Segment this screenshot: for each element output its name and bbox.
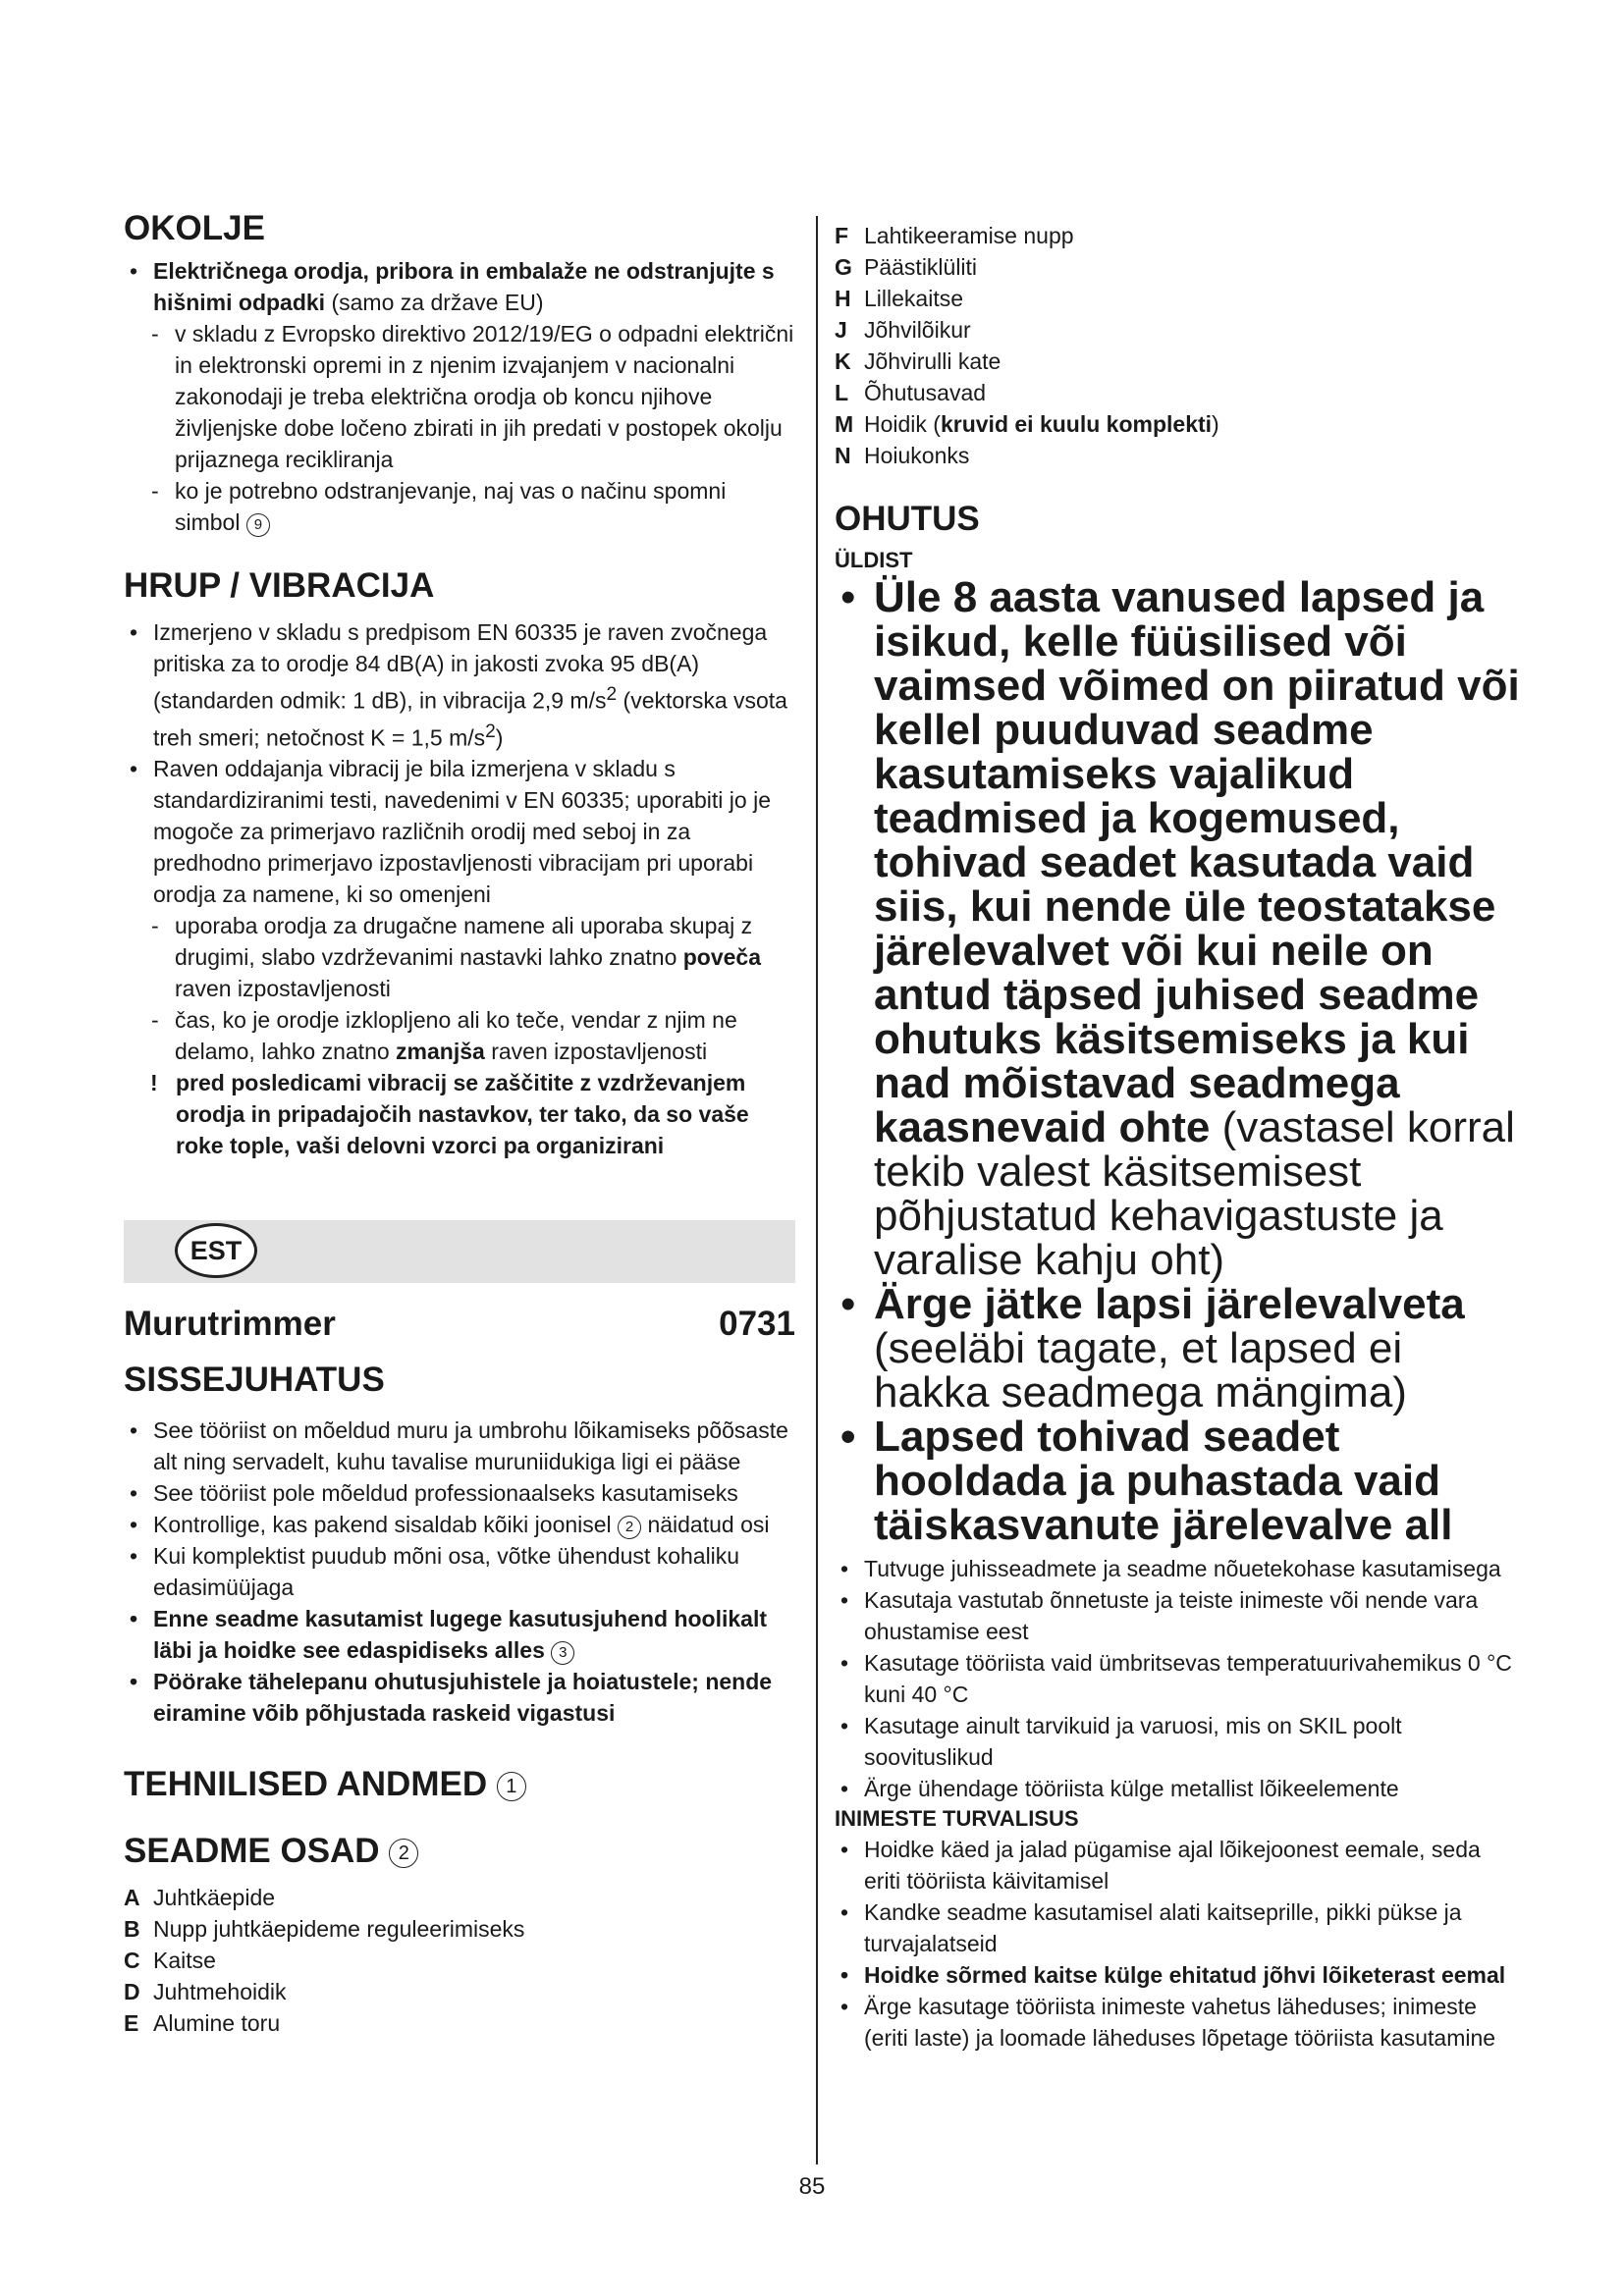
intro-bullet: • Pöörake tähelepanu ohutusjuhistele ja hoiatustele; nende eiramine võib põhjustada raskeid vigastusi: [124, 1666, 795, 1729]
est-language-badge: EST: [175, 1223, 257, 1278]
part-item: M Hoidik (kruvid ei kuulu komplekti): [835, 411, 1219, 437]
figure-3-circle: 3: [551, 1641, 574, 1665]
part-item: E Alumine toru: [124, 2010, 281, 2037]
hrup-bullet: • Izmerjeno v skladu s predpisom EN 60335 je raven zvočnega pritiska za to orodje 84 dB(A) in jakosti zvoka 95 dB(A) (standarden odmik: 1 dB), in vibracija 2,9 $m/s^2$ (vektorska vsota treh smeri; netočnost K = 1,5 $m/s^2$): [124, 616, 795, 753]
general-safety-item: • Kasutage ainult tarvikuid ja varuosi, mis on SKIL poolt soovituslikud: [835, 1710, 1522, 1773]
figure-1-circle: 1: [497, 1772, 526, 1801]
parts-list-right: [835, 220, 1522, 471]
hrup-bullet: • Raven oddajanja vibracij je bila izmerjena v skladu s standardiziranimi testi, navedenimi v EN 60335; uporabiti jo je mogoče za primerjavo različnih orodij med seboj in za predhodno primerjavo izpostavljenosti vibracijam pri uporabi orodja za namene, ki so omenjeni - uporaba orodja za drugačne namene ali uporaba skupaj z drugimi, slabo vzdrževanimi nastavki lahko znatno poveča raven izpostavljenosti - čas, ko je orodje izklopljeno ali ko teče, vendar z njim ne delamo, lahko znatno zmanjša raven izpostavljenosti ! pred posledicami vibracij se zaščitite z vzdrževanjem orodja in pripadajočih nastavkov, ter tako, da so vaše roke tople, vaši delovni vzorci pa organizirani: [124, 753, 795, 1161]
intro-bullet: • Enne seadme kasutamist lugege kasutusjuhend hoolikalt läbi ja hoidke see edaspidiseks alles 3: [124, 1603, 795, 1666]
general-safety-item: • Tutvuge juhisseadmete ja seadme nõuetekohase kasutamisega: [835, 1553, 1522, 1584]
vibration-warning: ! pred posledicami vibracij se zaščitite z vzdrževanjem orodja in pripadajočih nastavkov, ter tako, da so vaše roke tople, vaši delovni vzorci pa organizirani: [150, 1070, 749, 1159]
part-item: G Päästiklüliti: [835, 254, 978, 280]
column-divider: [816, 216, 818, 2164]
okolje-bullet: • Električnega orodja, pribora in embalaže ne odstranjujte s hišnimi odpadki (samo za države EU) - v skladu z Evropsko direktivo 2012/19/EG o odpadni električni in elektronski opremi in z njenim izvajanjem v nacionalni zakonodaji je treba električna orodja ob koncu njihove življenjske dobe ločeno zbirati in jih predati v postopek okolju prijaznega recikliranja - ko je potrebno odstranjevanje, naj vas o načinu spomni simbol 9: [124, 255, 795, 538]
kids-warning-item: • Lapsed tohivad seadet hooldada ja puhastada vaid täiskasvanute järelevalve all: [835, 1415, 1522, 1547]
kids-warning-list: [835, 575, 1522, 1547]
tehnilised-heading: TEHNILISED ANDMED 1: [124, 1764, 795, 1805]
part-item: K Jõhvirulli kate: [835, 348, 1001, 374]
part-item: A Juhtkäepide: [124, 1885, 276, 1911]
parts-list-left: [124, 1882, 795, 2039]
right-column: [835, 220, 1522, 2054]
general-safety-item: • Ärge ühendage tööriista külge metallist lõikeelemente: [835, 1773, 1522, 1804]
general-safety-item: • Kasutage tööriista vaid ümbritsevas temperatuurivahemikus 0 °C kuni 40 °C: [835, 1647, 1522, 1710]
general-safety-list: [835, 1553, 1522, 1804]
inimeste-subheading: INIMESTE TURVALISUS: [835, 1806, 1079, 1831]
yldist-subheading: ÜLDIST: [835, 548, 913, 572]
okolje-list: [124, 255, 795, 538]
intro-bullet: • Kontrollige, kas pakend sisaldab kõiki joonisel 2 näidatud osi: [124, 1509, 795, 1540]
part-item: B Nupp juhtkäepideme reguleerimiseks: [124, 1916, 525, 1943]
figure-2-circle: 2: [618, 1516, 641, 1539]
part-item: C Kaitse: [124, 1948, 216, 1974]
product-name: Murutrimmer: [124, 1305, 336, 1344]
hrup-dash-item: - čas, ko je orodje izklopljeno ali ko teče, vendar z njim ne delamo, lahko znatno zmanjša raven izpostavljenosti: [145, 1004, 795, 1067]
people-safety-item: • Hoidke käed ja jalad pügamise ajal lõikejoonest eemale, seda eriti tööriista käivitamisel: [835, 1834, 1522, 1896]
part-item: L Õhutusavad: [835, 380, 987, 405]
hrup-heading: HRUP / VIBRACIJA: [124, 566, 435, 605]
okolje-dash-item: - v skladu z Evropsko direktivo 2012/19/EG o odpadni električni in elektronski opremi in z njenim izvajanjem v nacionalni zakonodaji je treba električna orodja ob koncu njihove življenjske dobe ločeno zbirati in jih predati v postopek okolju prijaznega recikliranja: [145, 318, 795, 475]
sissejuhatus-list: [124, 1415, 795, 1729]
general-safety-item: • Kasutaja vastutab õnnetuste ja teiste inimeste või nende vara ohustamise eest: [835, 1584, 1522, 1647]
kids-warning-item: • Ärge jätke lapsi järelevalveta (seeläbi tagate, et lapsed ei hakka seadmega mängima): [835, 1282, 1522, 1415]
part-item: N Hoiukonks: [835, 443, 970, 468]
intro-bullet: • See tööriist on mõeldud muru ja umbrohu lõikamiseks põõsaste alt ning servadelt, kuhu tavalise muruniidukiga ligi ei pääse: [124, 1415, 795, 1477]
people-safety-item: • Kandke seadme kasutamisel alati kaitseprille, pikki pükse ja turvajalatseid: [835, 1896, 1522, 1959]
okolje-heading: OKOLJE: [124, 209, 265, 247]
part-item: D Juhtmehoidik: [124, 1979, 287, 2005]
people-safety-item: • Ärge kasutage tööriista inimeste vahetus läheduses; inimeste (eriti laste) ja loomade läheduses lõpetage tööriista kasutamine: [835, 1991, 1522, 2054]
left-column: [124, 208, 795, 2039]
intro-bullet: • Kui komplektist puudub mõni osa, võtke ühendust kohaliku edasimüüjaga: [124, 1540, 795, 1603]
page-number: 85: [798, 2173, 826, 2200]
hrup-dash-item: - uporaba orodja za drugačne namene ali uporaba skupaj z drugimi, slabo vzdrževanimi nastavki lahko znatno poveča raven izpostavljenosti: [145, 910, 795, 1004]
part-item: H Lillekaitse: [835, 286, 963, 311]
people-safety-list: [835, 1834, 1522, 2054]
figure-2-circle: 2: [389, 1839, 418, 1868]
seadme-osad-heading: SEADME OSAD 2: [124, 1831, 795, 1872]
okolje-dash-list: [145, 318, 795, 538]
product-title-row: [124, 1303, 795, 1346]
hrup-dash-list: [145, 910, 795, 1067]
people-safety-item: • Hoidke sõrmed kaitse külge ehitatud jõhvi lõiketerast eemal: [835, 1959, 1522, 1991]
hrup-list: [124, 616, 795, 1161]
intro-bullet: • See tööriist pole mõeldud professionaalseks kasutamiseks: [124, 1477, 795, 1509]
sissejuhatus-heading: SISSEJUHATUS: [124, 1361, 385, 1400]
symbol-9-circle: 9: [246, 513, 270, 537]
part-item: J Jõhvilõikur: [835, 317, 971, 343]
ohutus-heading: OHUTUS: [835, 500, 980, 538]
product-code: 0731: [719, 1305, 795, 1344]
language-band: [124, 1220, 795, 1283]
kids-warning-item: • Üle 8 aasta vanused lapsed ja isikud, kelle füüsilised või vaimsed võimed on piiratud või kellel puuduvad seadme kasutamiseks vajalikud teadmised ja kogemused, tohivad seadet kasutada vaid siis, kui nende üle teostatakse järelevalvet või kui neile on antud täpsed juhised seadme ohutuks käsitsemiseks ja kui nad mõistavad seadmega kaasnevaid ohte (vastasel korral tekib valest käsitsemisest põhjustatud kehavigastuste ja varalise kahju oht): [835, 575, 1522, 1282]
part-item: F Lahtikeeramise nupp: [835, 223, 1074, 248]
okolje-dash-item: - ko je potrebno odstranjevanje, naj vas o načinu spomni simbol 9: [145, 475, 795, 538]
